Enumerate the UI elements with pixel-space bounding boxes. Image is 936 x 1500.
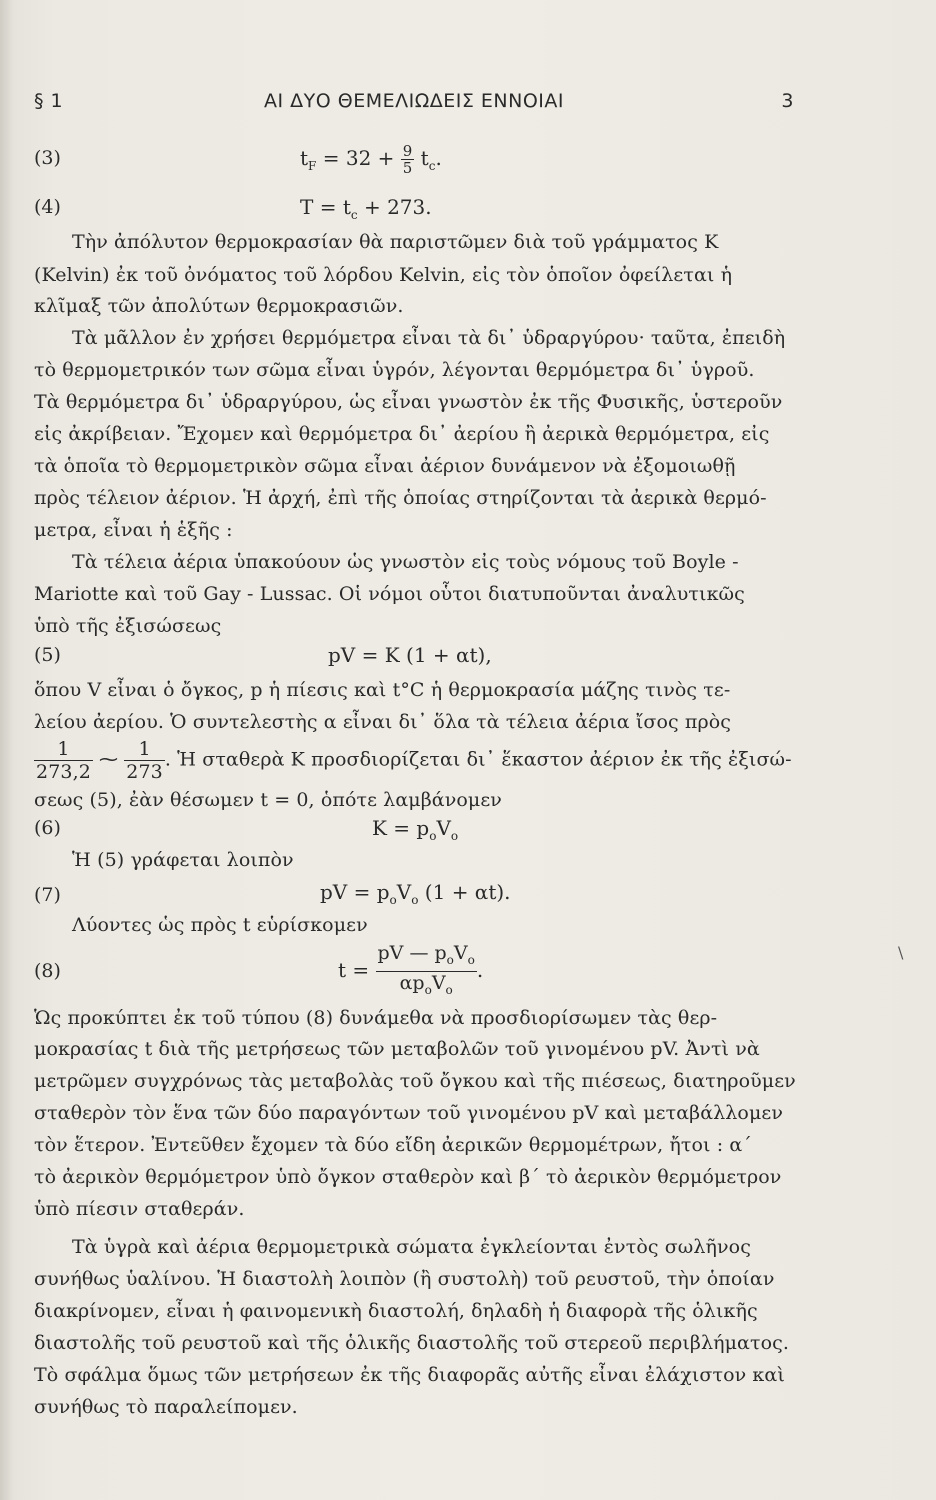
equation-4 [300, 192, 432, 230]
page-gutter-shadow [0, 0, 14, 1500]
fraction-numerator: 1 [124, 738, 165, 761]
eq-subscript: o [445, 982, 453, 997]
eq-subscript: c [428, 159, 436, 173]
eq-text: t [414, 146, 429, 170]
text-line: ὑπὸ τῆς ἐξισώσεως [34, 615, 222, 637]
fraction [376, 942, 477, 1001]
equation-label: (6) [34, 817, 61, 839]
equation-label: (3) [34, 147, 61, 169]
text-line: μετρῶμεν συγχρόνως τὰς μεταβολὰς τοῦ ὄγκου καὶ τῆς πιέσεως, διατηροῦμεν [34, 1070, 796, 1092]
eq-subscript: o [429, 829, 437, 843]
text-line: διακρίνομεν, εἶναι ἡ φαινομενικὴ διαστολή, δηλαδὴ ἡ διαφορὰ τῆς ὁλικῆς [34, 1300, 758, 1322]
equation-label: (5) [34, 644, 61, 666]
fraction-numerator: 1 [34, 738, 93, 761]
text-line: κλῖμαξ τῶν ἀπολύτων θερμοκρασιῶν. [34, 295, 404, 317]
eq-text: + 273. [357, 195, 432, 219]
text-line: ὑπὸ πίεσιν σταθεράν. [34, 1198, 245, 1220]
text-line: μοκρασίας t διὰ τῆς μετρήσεως τῶν μεταβολῶν τοῦ γινομένου pV. Ἀντὶ νὰ [34, 1038, 760, 1060]
text-line: τὸν ἕτερον. Ἐντεῦθεν ἔχομεν τὰ δύο εἴδη ἀερικῶν θερμομέτρων, ἤτοι : α´ [34, 1134, 752, 1156]
eq-subscript: o [450, 829, 459, 843]
eq-text: t [300, 146, 309, 170]
eq-subscript: F [308, 159, 317, 173]
text-line: μετρα, εἶναι ἡ ἑξῆς : [34, 519, 233, 541]
eq-subscript: o [424, 982, 432, 997]
eq-text: pV = p [320, 880, 390, 904]
approx-sign: ⁓ [92, 748, 125, 771]
text-line: λείου ἀερίου. Ὁ συντελεστὴς α εἶναι δι᾽ ὅλα τὰ τέλεια ἀέρια ἴσος πρὸς [34, 711, 732, 733]
text-line: πρὸς τέλειον ἀέριον. Ἡ ἀρχή, ἐπὶ τῆς ὁποίας στηρίζονται τὰ ἀερικὰ θερμό- [34, 487, 767, 509]
fraction-denominator: 273,2 [36, 761, 91, 783]
section-number: § 1 [34, 90, 64, 112]
text-line: διαστολῆς τοῦ ρευστοῦ καὶ τῆς ὁλικῆς διαστολῆς τοῦ στερεοῦ περιβλήματος. [34, 1332, 790, 1354]
text-line: (Kelvin) ἐκ τοῦ ὀνόματος τοῦ λόρδου Kelvin, εἰς τὸν ὁποῖον ὀφείλεται ἡ [34, 264, 733, 286]
text-line: Ἡ (5) γράφεται λοιπὸν [72, 849, 294, 871]
page-number: 3 [781, 90, 794, 112]
text-line: Λύοντες ὡς πρὸς t εὑρίσκομεν [72, 914, 368, 936]
margin-mark: \ [898, 943, 904, 962]
text-line: Ὡς προκύπτει ἐκ τοῦ τύπου (8) δυνάμεθα νὰ προσδιορίσωμεν τὰς θερ- [34, 1007, 718, 1029]
text-line: τὰ ὁποῖα τὸ θερμομετρικὸν σῶμα εἶναι ἀέριον δυνάμενον νὰ ἐξομοιωθῇ [34, 455, 736, 477]
fraction-denominator [376, 972, 477, 1001]
eq-text: V [396, 880, 412, 904]
equation-5: pV = K (1 + αt), [328, 643, 492, 667]
text-line: Τὰ θερμόμετρα δι᾽ ὑδραργύρου, ὡς εἶναι γνωστὸν ἐκ τῆς Φυσικῆς, ὑστεροῦν [34, 391, 783, 413]
chapter-title: ΑΙ ΔΥΟ ΘΕΜΕΛΙΩΔΕΙΣ ΕΝΝΟΙΑΙ [264, 90, 564, 112]
eq-subscript: o [446, 952, 454, 967]
fraction [34, 738, 93, 783]
text-line: τὸ θερμομετρικόν των σῶμα εἶναι ὑγρόν, λέγονται θερμόμετρα δι᾽ ὑγροῦ. [34, 359, 755, 381]
eq-subscript: o [389, 893, 397, 907]
eq-text: . [435, 146, 442, 170]
fraction [401, 143, 415, 176]
text-line: τὸ ἀερικὸν θερμόμετρον ὑπὸ ὄγκον σταθερὸν καὶ β´ τὸ ἀερικὸν θερμόμετρον [34, 1166, 782, 1188]
text-line: σεως (5), ἐὰν θέσωμεν t = 0, ὁπότε λαμβάνομεν [34, 789, 502, 811]
text-line: σταθερὸν τὸν ἕνα τῶν δύο παραγόντων τοῦ γινομένου pV καὶ μεταβάλλομεν [34, 1102, 784, 1124]
text-line: Τὸ σφάλμα ὅμως τῶν μετρήσεων ἐκ τῆς διαφορᾶς αὐτῆς εἶναι ἐλάχιστον καὶ [34, 1364, 785, 1386]
eq-text: V [431, 971, 446, 994]
eq-text: t = [338, 957, 376, 982]
fraction [124, 738, 165, 783]
text-line: συνήθως τὸ παραλείπομεν. [34, 1396, 298, 1418]
running-header [34, 90, 794, 120]
eq-subscript: c [350, 208, 358, 222]
eq-text: V [436, 816, 451, 840]
equation-label: (7) [34, 884, 61, 906]
eq-subscript: o [467, 952, 475, 967]
eq-text: αp [399, 971, 425, 994]
text-span: . Ἡ σταθερὰ K προσδιορίζεται δι᾽ ἕκαστον ἀέριον ἐκ τῆς ἐξισώ- [164, 748, 792, 771]
text-line: Τὴν ἀπόλυτον θερμοκρασίαν θὰ παριστῶμεν διὰ τοῦ γράμματος K [72, 231, 719, 253]
eq-text: = 32 + [316, 146, 401, 170]
fraction-denominator: 273 [126, 761, 163, 783]
text-line: Τὰ τέλεια ἀέρια ὑπακούουν ὡς γνωστὸν εἰς τοὺς νόμους τοῦ Boyle - [72, 551, 739, 573]
text-line-with-fractions [34, 738, 792, 783]
eq-text: (1 + αt). [418, 880, 511, 904]
equation-3 [300, 143, 442, 181]
text-line: ὅπου V εἶναι ὁ ὄγκος, p ἡ πίεσις καὶ t°C ἡ θερμοκρασία μάζης τινὸς τε- [34, 679, 731, 701]
eq-text: . [476, 957, 484, 982]
text-line: Mariotte καὶ τοῦ Gay - Lussac. Οἱ νόμοι οὗτοι διατυποῦνται ἀναλυτικῶς [34, 583, 745, 605]
eq-subscript: o [411, 893, 419, 907]
eq-text: K = p [372, 816, 430, 840]
text-line: Τὰ μᾶλλον ἐν χρήσει θερμόμετρα εἶναι τὰ δι᾽ ὑδραργύρου· ταῦτα, ἐπειδὴ [72, 327, 786, 349]
text-line: Τὰ ὑγρὰ καὶ ἀέρια θερμομετρικὰ σώματα ἐγκλείονται ἐντὸς σωλῆνος [72, 1236, 751, 1258]
equation-label: (4) [34, 196, 61, 218]
eq-text: T = t [300, 195, 351, 219]
fraction-numerator [376, 942, 477, 972]
eq-text: V [453, 942, 468, 964]
text-line: συνήθως ὑαλίνου. Ἡ διαστολὴ λοιπὸν (ἢ συστολὴ) τοῦ ρευστοῦ, τὴν ὁποίαν [34, 1268, 775, 1290]
fraction-numerator: 9 [402, 142, 413, 160]
text-line: εἰς ἀκρίβειαν. Ἔχομεν καὶ θερμόμετρα δι᾽ ἀερίου ἢ ἀερικὰ θερμόμετρα, εἰς [34, 423, 770, 445]
equation-8 [338, 942, 483, 1001]
equation-label: (8) [34, 960, 61, 982]
equation-6 [372, 813, 458, 851]
eq-text: pV — p [377, 942, 447, 964]
fraction-denominator: 5 [402, 159, 413, 177]
